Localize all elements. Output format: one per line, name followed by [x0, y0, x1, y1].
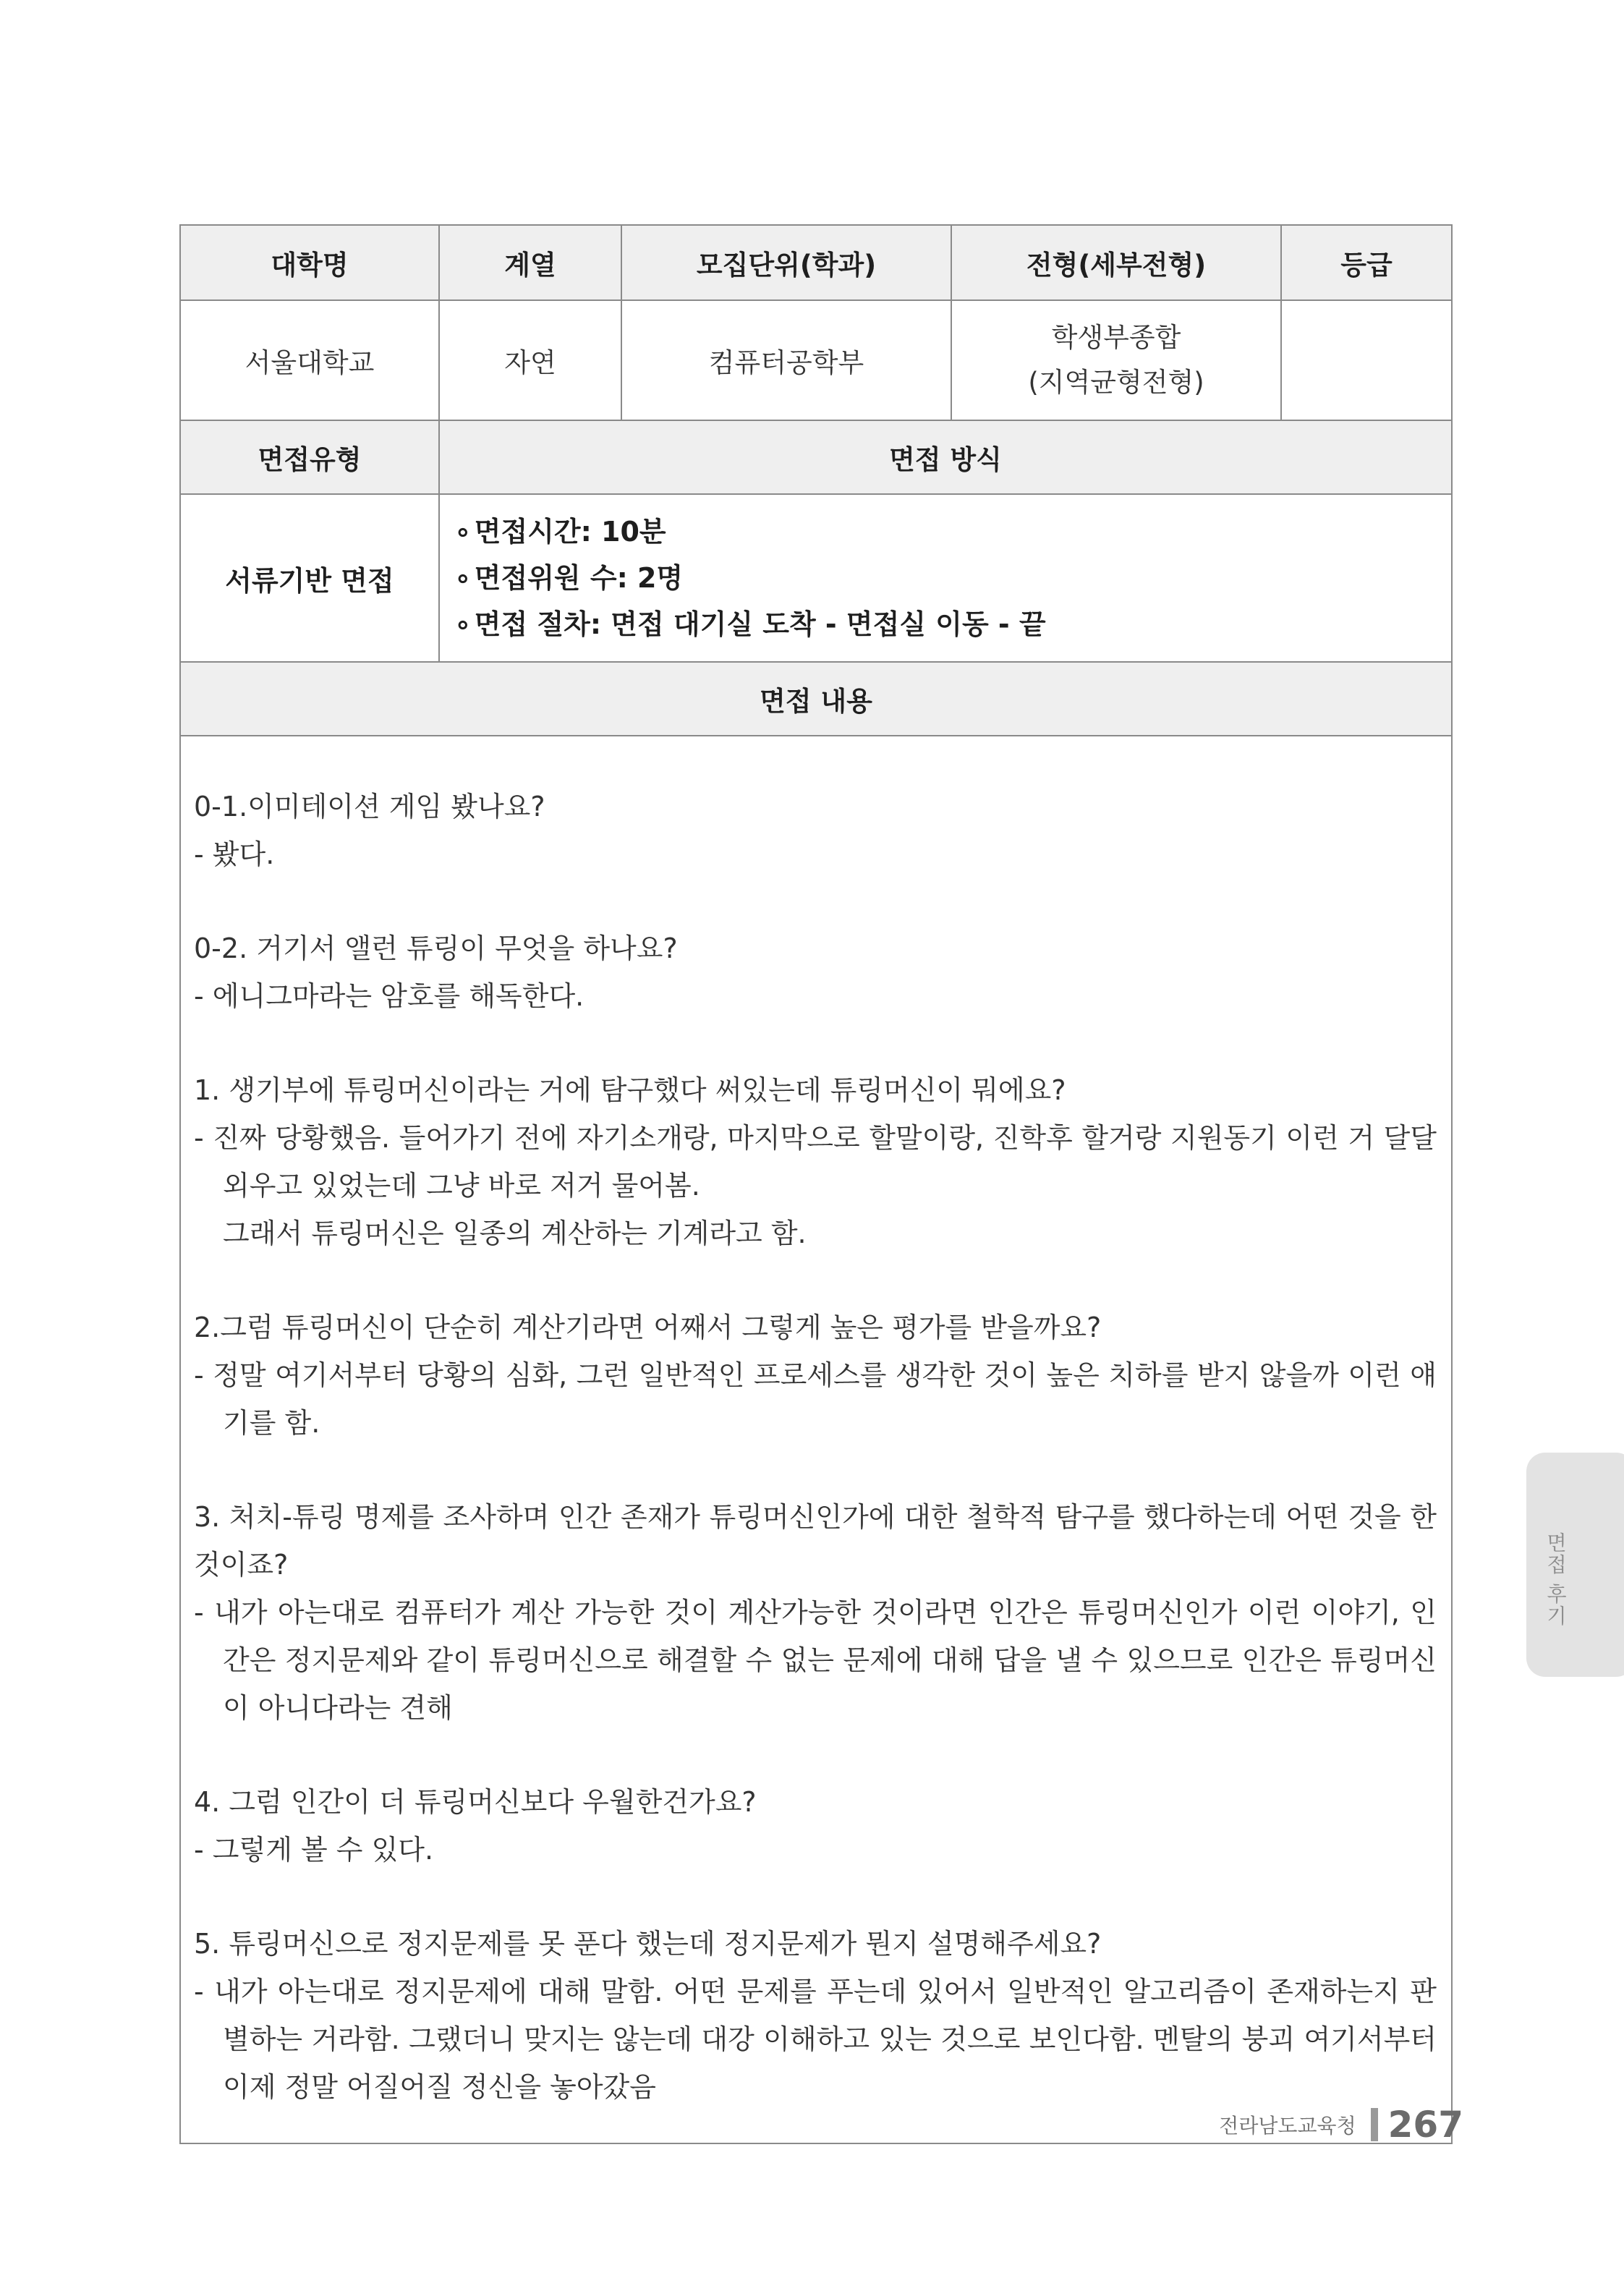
- footer-org: 전라남도교육청: [1219, 2114, 1356, 2138]
- answer-continued: 그래서 튜링머신은 일종의 계산하는 기계라고 함.: [223, 1217, 807, 1249]
- header-field: 계열: [439, 225, 621, 300]
- footer-divider: [1371, 2108, 1378, 2141]
- cell-department: 컴퓨터공학부: [621, 300, 951, 420]
- cell-admission: [951, 300, 1281, 420]
- method-item-text: 면접 절차: 면접 대기실 도착 - 면접실 이동 - 끝: [474, 608, 1046, 640]
- bullet-icon: ∘: [454, 562, 472, 594]
- cell-interview-method: [439, 494, 1452, 662]
- answer: - 에니그마라는 암호를 해독한다.: [194, 980, 584, 1012]
- question: 5. 튜링머신으로 정지문제를 못 푼다 했는데 정지문제가 뭔지 설명해주세요?: [194, 1928, 1102, 1960]
- method-item-text: 면접위원 수: 2명: [474, 562, 684, 594]
- method-item: [454, 509, 1451, 555]
- interview-table: [179, 224, 1453, 2144]
- cell-grade: [1281, 300, 1452, 420]
- qa-item: [194, 783, 1437, 878]
- answer: - 그렇게 볼 수 있다.: [194, 1834, 434, 1866]
- bullet-icon: ∘: [454, 608, 472, 640]
- page-number: 267: [1387, 2104, 1463, 2146]
- admission-line-2: (지역균형전형): [1028, 367, 1204, 398]
- answer: - 내가 아는대로 컴퓨터가 계산 가능한 것이 계산가능한 것이라면 인간은 튜링머신인가 이런 이야기, 인간은 정지문제와 같이 튜링머신으로 해결할 수 없는 문제에 대해 답을 낼 수 있으므로 인간은 튜링머신이 아니다라는 견해: [194, 1597, 1437, 1724]
- side-tab: [1526, 1453, 1624, 1677]
- header-department: 모집단위(학과): [621, 225, 951, 300]
- header-grade: 등급: [1281, 225, 1452, 300]
- question: 2.그럼 튜링머신이 단순히 계산기라면 어째서 그렇게 높은 평가를 받을까요?: [194, 1312, 1102, 1343]
- header-interview-type: 면접유형: [180, 420, 439, 494]
- page-footer: [1219, 2099, 1463, 2150]
- method-item: [454, 601, 1451, 647]
- qa-item: [194, 1920, 1437, 2111]
- admission-line-1: 학생부종합: [1051, 322, 1181, 353]
- header-admission: 전형(세부전형): [951, 225, 1281, 300]
- method-item-text: 면접시간: 10분: [474, 516, 666, 548]
- method-item: [454, 555, 1451, 601]
- header-interview-method: 면접 방식: [439, 420, 1452, 494]
- qa-item: [194, 925, 1437, 1020]
- side-tab-label: 면접 후기: [1544, 1532, 1568, 1627]
- header-university: 대학명: [180, 225, 439, 300]
- answer: - 진짜 당황했음. 들어가기 전에 자기소개랑, 마지막으로 할말이랑, 진학후 할거랑 지원동기 이런 거 달달 외우고 있었는데 그냥 바로 저거 물어봄.: [194, 1122, 1437, 1202]
- qa-item: [194, 1304, 1437, 1447]
- question: 4. 그럼 인간이 더 튜링머신보다 우월한건가요?: [194, 1786, 757, 1818]
- qa-item: [194, 1066, 1437, 1257]
- question: 3. 처치-튜링 명제를 조사하며 인간 존재가 튜링머신인가에 대한 철학적 탐구를 했다하는데 어떤 것을 한 것이죠?: [194, 1501, 1437, 1581]
- header-interview-content: 면접 내용: [180, 662, 1452, 736]
- answer: - 봤다.: [194, 838, 275, 870]
- question: 1. 생기부에 튜링머신이라는 거에 탐구했다 써있는데 튜링머신이 뭐에요?: [194, 1074, 1066, 1106]
- bullet-icon: ∘: [454, 516, 472, 548]
- question: 0-2. 거기서 앨런 튜링이 무엇을 하나요?: [194, 932, 678, 964]
- cell-interview-type: 서류기반 면접: [180, 494, 439, 662]
- qa-item: [194, 1778, 1437, 1874]
- interview-content: [180, 736, 1452, 2143]
- answer: - 정말 여기서부터 당황의 심화, 그런 일반적인 프로세스를 생각한 것이 높은 치하를 받지 않을까 이런 얘기를 함.: [194, 1359, 1437, 1439]
- cell-field: 자연: [439, 300, 621, 420]
- qa-item: [194, 1493, 1437, 1732]
- answer: - 내가 아는대로 정지문제에 대해 말함. 어떤 문제를 푸는데 있어서 일반적인 알고리즘이 존재하는지 판별하는 거라함. 그랬더니 맞지는 않는데 대강 이해하고 있는 것으로 보인다함. 멘탈의 붕괴 여기서부터 이제 정말 어질어질 정신을 놓아갔음: [194, 1976, 1437, 2103]
- cell-university: 서울대학교: [180, 300, 439, 420]
- question: 0-1.이미테이션 게임 봤나요?: [194, 791, 545, 823]
